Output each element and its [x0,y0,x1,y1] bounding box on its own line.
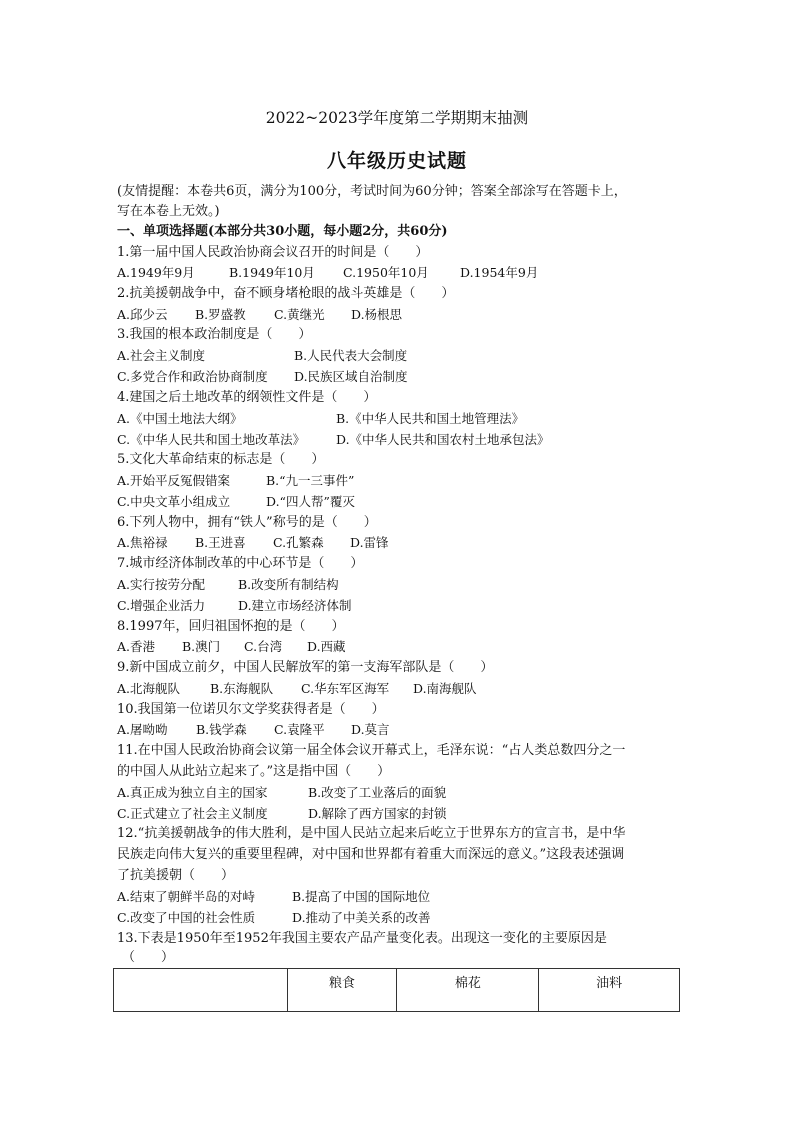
option-c: C.1950年10月 [343,265,429,280]
option-b: B.澳门 [182,639,221,654]
option-d: D.解除了西方国家的封锁 [308,806,447,821]
option-c: C.多党合作和政治协商制度 [117,369,268,384]
table-header-cell [114,969,288,1012]
question-stem: 9.新中国成立前夕，中国人民解放军的第一支海军部队是（ ） [117,660,494,675]
question-stem: 6.下列人物中，拥有“铁人”称号的是（ ） [117,515,377,530]
question-stem: 8.1997年，回归祖国怀抱的是（ ） [117,619,345,634]
option-d: D.莫言 [351,722,390,737]
question-stem-cont: （ ） [122,950,175,965]
exam-subtitle: 八年级历史试题 [326,150,467,172]
option-d: D.推动了中美关系的改善 [292,910,431,925]
question-stem: 12.“抗美援朝战争的伟大胜利，是中国人民站立起来后屹立于世界东方的宣言书，是中华 [117,826,626,841]
option-c: C.改变了中国的社会性质 [117,910,256,925]
option-c: C.台湾 [244,639,283,654]
question-stem: 11.在中国人民政治协商会议第一届全体会议开幕式上，毛泽东说：“占人类总数四分之一 [117,743,626,758]
option-c: C.袁隆平 [274,722,325,737]
option-c: C.华东军区海军 [301,681,390,696]
question-stem: 3.我国的根本政治制度是（ ） [117,327,312,342]
question-stem-cont: 民族走向伟大复兴的重要里程碑，对中国和世界都有着重大而深远的意义。”这段表述强调 [117,847,625,862]
question-stem: 2.抗美援朝战争中，奋不顾身堵枪眼的战斗英雄是（ ） [117,286,455,301]
option-b: B.东海舰队 [210,681,274,696]
section-heading: 一、单项选择题(本部分共30小题，每小题2分，共60分) [117,224,448,239]
option-b: B.王进喜 [195,535,246,550]
option-d: D.建立市场经济体制 [238,598,352,613]
table-header-cell: 油料 [539,969,680,1012]
question-stem: 10.我国第一位诺贝尔文学奖获得者是（ ） [117,702,385,717]
option-b: B.改变所有制结构 [238,577,339,592]
exam-title: 2022~2023学年度第二学期期末抽测 [265,109,529,127]
question-stem: 7.城市经济体制改革的中心环节是（ ） [117,556,364,571]
table-header-cell: 粮食 [287,969,397,1012]
option-a: A.屠呦呦 [117,722,168,737]
question-stem: 13.下表是1950年至1952年我国主要农产品产量变化表。出现这一变化的主要原因是 [117,931,607,946]
option-b: B.“九一三事件” [266,473,355,488]
option-a: A.焦裕禄 [117,535,168,550]
option-d: D.1954年9月 [460,265,539,280]
exam-note-line-2: 写在本卷上无效。) [117,204,220,219]
option-a: A.北海舰队 [117,681,181,696]
question-stem: 4.建国之后土地改革的纲领性文件是（ ） [117,390,377,405]
option-a: A.开始平反冤假错案 [117,473,231,488]
option-c: C.中央文革小组成立 [117,494,231,509]
option-b: B.改变了工业落后的面貌 [308,785,447,800]
question-stem-cont: 的中国人从此站立起来了。”这是指中国（ ） [117,764,391,779]
table-header-row [114,969,680,1012]
option-a: A.《中国土地法大纲》 [117,411,243,426]
option-a: A.真正成为独立自主的国家 [117,785,268,800]
crop-output-table [113,968,680,1012]
option-b: B.人民代表大会制度 [294,348,408,363]
question-stem: 5.文化大革命结束的标志是（ ） [117,452,325,467]
table-header-cell: 棉花 [397,969,539,1012]
exam-note-line-1: (友情提醒：本卷共6页，满分为100分，考试时间为60分钟；答案全部涂写在答题卡上， [117,184,627,199]
option-a: A.香港 [117,639,156,654]
option-c: C.《中华人民共和国土地改革法》 [117,432,306,447]
option-d: D.民族区域自治制度 [294,369,408,384]
option-a: A.结束了朝鲜半岛的对峙 [117,889,256,904]
option-c: C.孔繁森 [273,535,324,550]
option-b: B.罗盛教 [195,307,246,322]
option-d: D.杨根思 [351,307,403,322]
question-stem-cont: 了抗美援朝（ ） [117,868,235,883]
option-b: B.提高了中国的国际地位 [292,889,431,904]
option-a: A.社会主义制度 [117,348,206,363]
question-stem: 1.第一届中国人民政治协商会议召开的时间是（ ） [117,245,429,260]
option-b: B.钱学森 [196,722,247,737]
option-a: A.邱少云 [117,307,168,322]
option-c: C.黄继光 [274,307,325,322]
option-d: D.雷锋 [350,535,389,550]
option-d: D.西藏 [307,639,346,654]
option-d: D.南海舰队 [413,681,477,696]
option-b: B.《中华人民共和国土地管理法》 [336,411,525,426]
option-c: C.正式建立了社会主义制度 [117,806,268,821]
option-b: B.1949年10月 [229,265,315,280]
option-d: D.“四人帮”覆灭 [266,494,355,509]
option-a: A.1949年9月 [117,265,195,280]
option-c: C.增强企业活力 [117,598,206,613]
option-a: A.实行按劳分配 [117,577,206,592]
option-d: D.《中华人民共和国农村土地承包法》 [336,432,550,447]
